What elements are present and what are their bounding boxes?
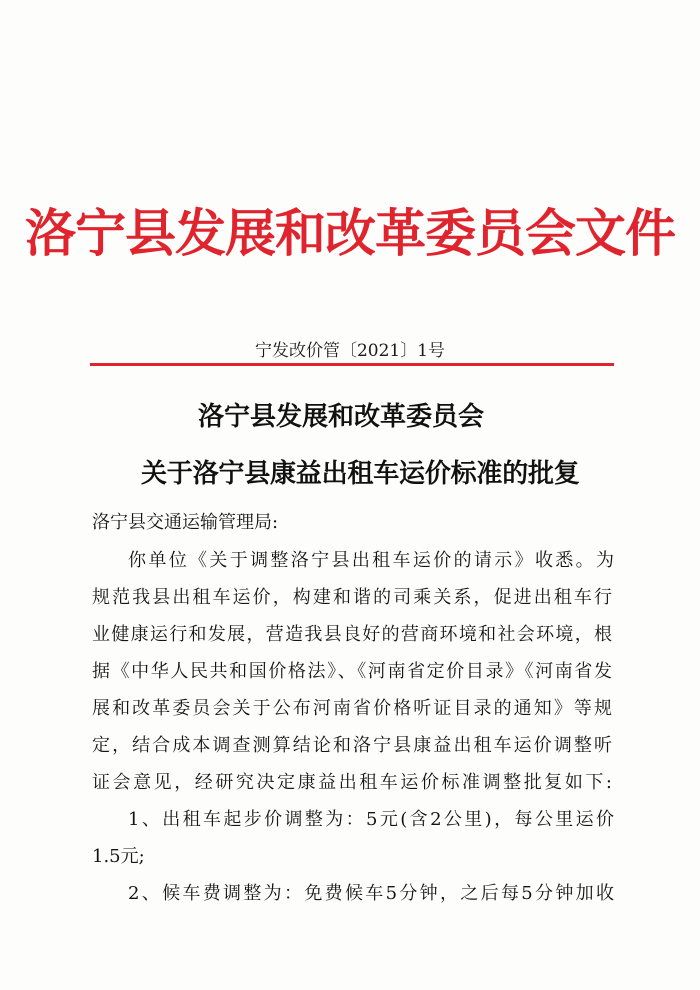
body-line: 据《中华人民共和国价格法》、《河南省定价目录》《河南省发 <box>92 661 612 682</box>
body-line: 业健康运行和发展，营造我县良好的营商环境和社会环境，根 <box>92 624 612 645</box>
body-line: 展和改革委员会关于公布河南省价格听证目录的通知》等规 <box>92 698 612 719</box>
body-line: 证会意见，经研究决定康益出租车运价标准调整批复如下: <box>92 772 612 793</box>
title-line-1: 洛宁县发展和改革委员会 <box>198 402 485 432</box>
addressee: 洛宁县交通运输管理局: <box>92 512 279 533</box>
body-line: 1.5元; <box>92 846 145 867</box>
body-line: 定，结合成本调查测算结论和洛宁县康益出租车运价调整听 <box>92 735 612 756</box>
document-number: 宁发改价管〔2021〕1号 <box>254 341 446 361</box>
body-line: 规范我县出租车运价，构建和谐的司乘关系，促进出租车行 <box>92 587 612 608</box>
red-divider-line <box>90 363 614 366</box>
masthead-title: 洛宁县发展和改革委员会文件 <box>24 204 675 264</box>
title-line-2: 关于洛宁县康益出租车运价标准的批复 <box>141 459 580 489</box>
body-line: 2、候车费调整为：免费候车5分钟，之后每5分钟加收 <box>128 883 614 904</box>
body-line: 你单位《关于调整洛宁县出租车运价的请示》收悉。为 <box>128 550 614 571</box>
body-line: 1、出租车起步价调整为：5元(含2公里)，每公里运价 <box>128 809 614 830</box>
